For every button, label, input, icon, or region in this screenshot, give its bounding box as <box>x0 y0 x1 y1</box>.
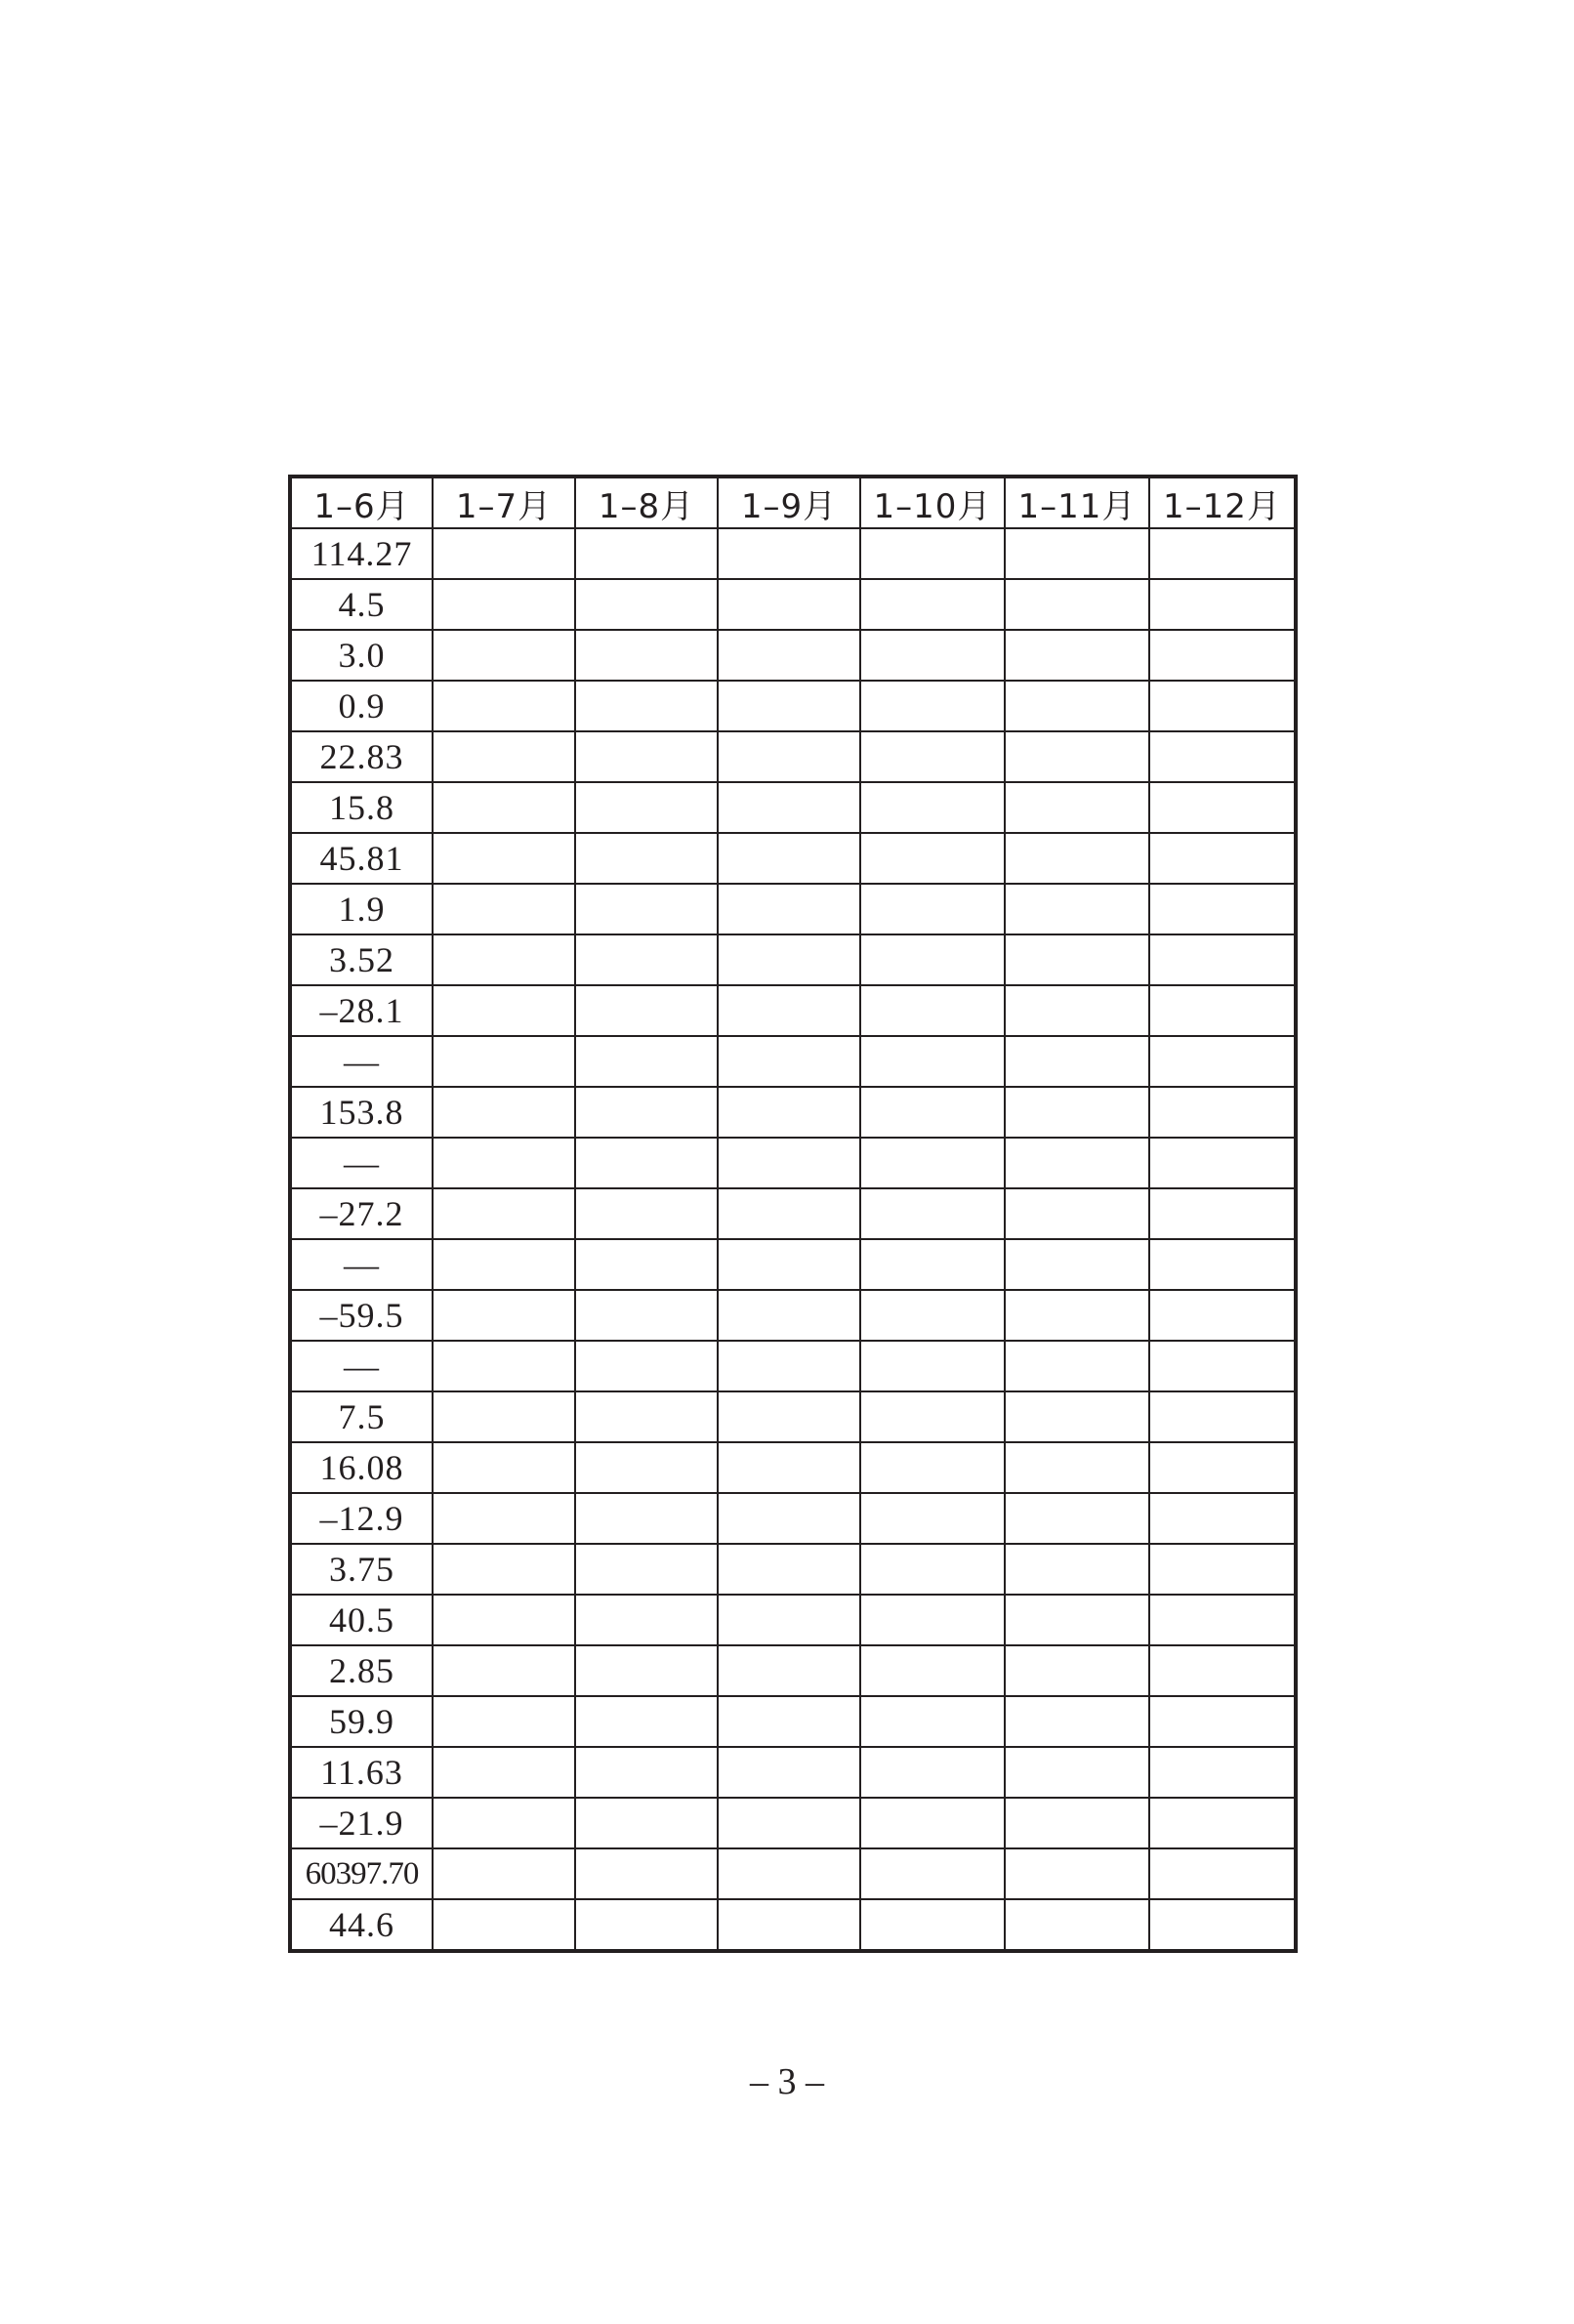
table-cell <box>433 1239 575 1290</box>
table-cell <box>1005 1848 1149 1899</box>
table-cell <box>433 1036 575 1087</box>
table-cell <box>1005 1493 1149 1544</box>
table-cell <box>575 1391 718 1442</box>
table-row <box>290 1188 1296 1239</box>
table-cell: — <box>290 1239 433 1290</box>
table-cell <box>1149 934 1296 985</box>
table-cell <box>575 934 718 985</box>
table-cell <box>1005 1391 1149 1442</box>
table-cell <box>1149 1544 1296 1595</box>
table-cell <box>433 1341 575 1391</box>
table-cell <box>860 1188 1005 1239</box>
table-row <box>290 1036 1296 1087</box>
table-cell <box>860 782 1005 833</box>
table-cell <box>718 1442 860 1493</box>
page-number: – 3 – <box>750 2061 824 2102</box>
table-cell: 1.9 <box>290 884 433 934</box>
table-cell <box>1005 1341 1149 1391</box>
table-cell <box>1005 1798 1149 1848</box>
table-cell <box>1149 1798 1296 1848</box>
table-cell: — <box>290 1341 433 1391</box>
table-cell <box>1149 1493 1296 1544</box>
table-cell <box>718 1747 860 1798</box>
table-cell <box>433 1290 575 1341</box>
table-cell <box>1005 782 1149 833</box>
table-cell <box>433 833 575 884</box>
table-cell <box>860 1595 1005 1645</box>
table-row <box>290 1442 1296 1493</box>
table-row <box>290 1899 1296 1951</box>
table-cell <box>575 630 718 681</box>
table-cell <box>1149 579 1296 630</box>
table-cell <box>860 1645 1005 1696</box>
table-cell: 44.6 <box>290 1899 433 1951</box>
table-cell <box>860 1290 1005 1341</box>
table-cell <box>1149 985 1296 1036</box>
table-row <box>290 1798 1296 1848</box>
table-cell: 22.83 <box>290 731 433 782</box>
table-cell <box>718 934 860 985</box>
table-cell <box>718 731 860 782</box>
column-header: 1–7月 <box>433 477 575 528</box>
table-cell <box>433 1087 575 1138</box>
table-cell: –59.5 <box>290 1290 433 1341</box>
table-cell <box>860 1442 1005 1493</box>
table-cell: 3.0 <box>290 630 433 681</box>
table-cell: 59.9 <box>290 1696 433 1747</box>
table-cell: 4.5 <box>290 579 433 630</box>
table-cell <box>1005 1239 1149 1290</box>
column-header: 1–10月 <box>860 477 1005 528</box>
table-cell <box>1005 1595 1149 1645</box>
table-cell <box>1005 1747 1149 1798</box>
table-cell <box>1005 681 1149 731</box>
table-cell <box>575 1899 718 1951</box>
table-cell: 3.75 <box>290 1544 433 1595</box>
table-cell <box>433 1442 575 1493</box>
table-cell <box>1005 731 1149 782</box>
table-row <box>290 833 1296 884</box>
header-row <box>290 477 1296 528</box>
table-cell <box>433 1138 575 1188</box>
table-cell <box>575 731 718 782</box>
table-cell <box>1149 1645 1296 1696</box>
table-row <box>290 630 1296 681</box>
table-cell <box>433 1493 575 1544</box>
table-cell <box>718 528 860 579</box>
table-cell <box>433 528 575 579</box>
table-cell <box>1005 579 1149 630</box>
table-cell <box>860 1087 1005 1138</box>
table-cell <box>1149 528 1296 579</box>
table-row <box>290 1138 1296 1188</box>
table-cell <box>1005 630 1149 681</box>
table-cell <box>1005 934 1149 985</box>
table-cell <box>1149 1848 1296 1899</box>
table-cell <box>718 1595 860 1645</box>
table-cell <box>860 731 1005 782</box>
table-cell <box>860 1036 1005 1087</box>
table-cell <box>575 1747 718 1798</box>
table-cell <box>860 528 1005 579</box>
table-cell <box>718 1493 860 1544</box>
table-cell <box>860 1391 1005 1442</box>
table-cell <box>860 1798 1005 1848</box>
table-cell <box>575 1848 718 1899</box>
table-cell <box>433 630 575 681</box>
table-row <box>290 528 1296 579</box>
table-cell <box>860 579 1005 630</box>
table-cell <box>718 681 860 731</box>
table-cell: 11.63 <box>290 1747 433 1798</box>
table-cell: –21.9 <box>290 1798 433 1848</box>
table-cell <box>575 528 718 579</box>
column-header: 1–11月 <box>1005 477 1149 528</box>
table-cell <box>1149 1391 1296 1442</box>
table-cell <box>575 1493 718 1544</box>
table-cell <box>575 782 718 833</box>
table-row <box>290 1848 1296 1899</box>
table-cell <box>860 1341 1005 1391</box>
table-cell <box>1149 1087 1296 1138</box>
table-cell <box>1149 630 1296 681</box>
table-cell <box>433 884 575 934</box>
table-row <box>290 1341 1296 1391</box>
table-cell <box>1149 1036 1296 1087</box>
table-cell <box>718 1087 860 1138</box>
table-cell <box>718 1798 860 1848</box>
table-cell <box>860 1239 1005 1290</box>
table-cell: 60397.70 <box>290 1848 433 1899</box>
table-row <box>290 1595 1296 1645</box>
table-cell <box>575 985 718 1036</box>
table-cell <box>1005 528 1149 579</box>
column-header: 1–6月 <box>290 477 433 528</box>
table-cell <box>718 1544 860 1595</box>
table-cell <box>433 579 575 630</box>
table-row <box>290 1544 1296 1595</box>
table-cell <box>433 782 575 833</box>
table-cell <box>860 1696 1005 1747</box>
table-cell <box>860 1493 1005 1544</box>
table-cell <box>1149 1290 1296 1341</box>
table-cell <box>433 731 575 782</box>
table-cell <box>1005 833 1149 884</box>
table-cell <box>575 1036 718 1087</box>
table-cell: 114.27 <box>290 528 433 579</box>
table-cell <box>575 1696 718 1747</box>
table-cell <box>860 630 1005 681</box>
table-cell <box>1149 1138 1296 1188</box>
table-cell <box>1005 985 1149 1036</box>
table-cell <box>718 1239 860 1290</box>
column-header: 1–9月 <box>718 477 860 528</box>
table-cell <box>1005 1645 1149 1696</box>
table-cell <box>1005 1087 1149 1138</box>
table-cell <box>860 884 1005 934</box>
table-cell <box>433 1899 575 1951</box>
table-cell <box>1149 1595 1296 1645</box>
table-cell <box>860 1848 1005 1899</box>
table-cell: 16.08 <box>290 1442 433 1493</box>
table-row <box>290 1696 1296 1747</box>
table-cell <box>1005 1036 1149 1087</box>
table-cell <box>575 833 718 884</box>
table-cell <box>860 681 1005 731</box>
table-cell <box>1149 833 1296 884</box>
table-cell <box>860 985 1005 1036</box>
table-row <box>290 1747 1296 1798</box>
table-cell <box>575 1138 718 1188</box>
table-cell: 2.85 <box>290 1645 433 1696</box>
table-cell <box>860 1544 1005 1595</box>
table-row <box>290 884 1296 934</box>
table-cell <box>1005 1696 1149 1747</box>
table-row <box>290 731 1296 782</box>
table-cell <box>433 1798 575 1848</box>
table-cell <box>1149 1899 1296 1951</box>
column-header: 1–8月 <box>575 477 718 528</box>
table-cell: 7.5 <box>290 1391 433 1442</box>
table-cell <box>575 1798 718 1848</box>
table-cell <box>575 1290 718 1341</box>
table-cell <box>433 1595 575 1645</box>
table-cell <box>1005 1544 1149 1595</box>
table-cell <box>1005 1899 1149 1951</box>
table-row <box>290 1239 1296 1290</box>
table-cell <box>860 1747 1005 1798</box>
table-cell <box>1005 884 1149 934</box>
table-cell <box>575 681 718 731</box>
table-cell: –28.1 <box>290 985 433 1036</box>
table-cell: 15.8 <box>290 782 433 833</box>
table-cell <box>575 579 718 630</box>
table-row <box>290 681 1296 731</box>
table-cell <box>860 833 1005 884</box>
table-cell: — <box>290 1138 433 1188</box>
table-cell <box>718 884 860 934</box>
table-cell <box>860 1138 1005 1188</box>
table-cell <box>718 1391 860 1442</box>
table-cell <box>718 1036 860 1087</box>
table-cell <box>575 1188 718 1239</box>
table-cell <box>575 1341 718 1391</box>
table-cell <box>1149 1747 1296 1798</box>
table-cell <box>575 1087 718 1138</box>
table-cell <box>1149 884 1296 934</box>
table-row <box>290 985 1296 1036</box>
table-cell <box>433 681 575 731</box>
table-cell <box>718 1848 860 1899</box>
table-cell <box>1005 1290 1149 1341</box>
table-cell <box>575 1239 718 1290</box>
table-cell <box>1149 1696 1296 1747</box>
table-cell <box>1149 1341 1296 1391</box>
table-cell <box>718 1341 860 1391</box>
table-row <box>290 1087 1296 1138</box>
table-row <box>290 934 1296 985</box>
table-cell <box>433 934 575 985</box>
table-cell <box>1149 1188 1296 1239</box>
table-row <box>290 1290 1296 1341</box>
table-cell <box>575 1442 718 1493</box>
table-cell <box>575 1645 718 1696</box>
table-body <box>290 528 1296 1951</box>
table-cell <box>433 1544 575 1595</box>
table-cell: 3.52 <box>290 934 433 985</box>
table-cell <box>718 1138 860 1188</box>
table-cell <box>718 833 860 884</box>
table-cell <box>433 1188 575 1239</box>
table-cell: –27.2 <box>290 1188 433 1239</box>
table-cell: 40.5 <box>290 1595 433 1645</box>
table-cell <box>575 1544 718 1595</box>
table-row <box>290 1391 1296 1442</box>
table-cell <box>433 1696 575 1747</box>
table-cell <box>718 1188 860 1239</box>
table-cell <box>860 934 1005 985</box>
table-cell <box>433 1848 575 1899</box>
table-cell <box>718 1899 860 1951</box>
table-cell <box>860 1899 1005 1951</box>
table-row <box>290 782 1296 833</box>
data-table <box>288 475 1298 1953</box>
table-cell <box>433 1391 575 1442</box>
table-cell <box>433 985 575 1036</box>
table-header <box>290 477 1296 528</box>
table-cell <box>1005 1188 1149 1239</box>
table-cell: –12.9 <box>290 1493 433 1544</box>
table-cell <box>1149 782 1296 833</box>
table-cell <box>718 1290 860 1341</box>
table-cell: — <box>290 1036 433 1087</box>
table-cell <box>718 1645 860 1696</box>
table-cell <box>718 985 860 1036</box>
table-row <box>290 1645 1296 1696</box>
table-cell <box>433 1747 575 1798</box>
table-cell: 45.81 <box>290 833 433 884</box>
table-cell <box>1005 1442 1149 1493</box>
column-header: 1–12月 <box>1149 477 1296 528</box>
table-cell <box>1149 731 1296 782</box>
table-cell: 0.9 <box>290 681 433 731</box>
table-cell <box>718 630 860 681</box>
table-cell <box>1149 681 1296 731</box>
table-row <box>290 579 1296 630</box>
table-cell <box>575 1595 718 1645</box>
table-cell <box>433 1645 575 1696</box>
table-cell <box>718 782 860 833</box>
table-cell <box>1005 1138 1149 1188</box>
table-cell <box>718 579 860 630</box>
table-cell <box>575 884 718 934</box>
table-cell <box>1149 1239 1296 1290</box>
table-row <box>290 1493 1296 1544</box>
table-cell <box>1149 1442 1296 1493</box>
table-cell: 153.8 <box>290 1087 433 1138</box>
table-cell <box>718 1696 860 1747</box>
